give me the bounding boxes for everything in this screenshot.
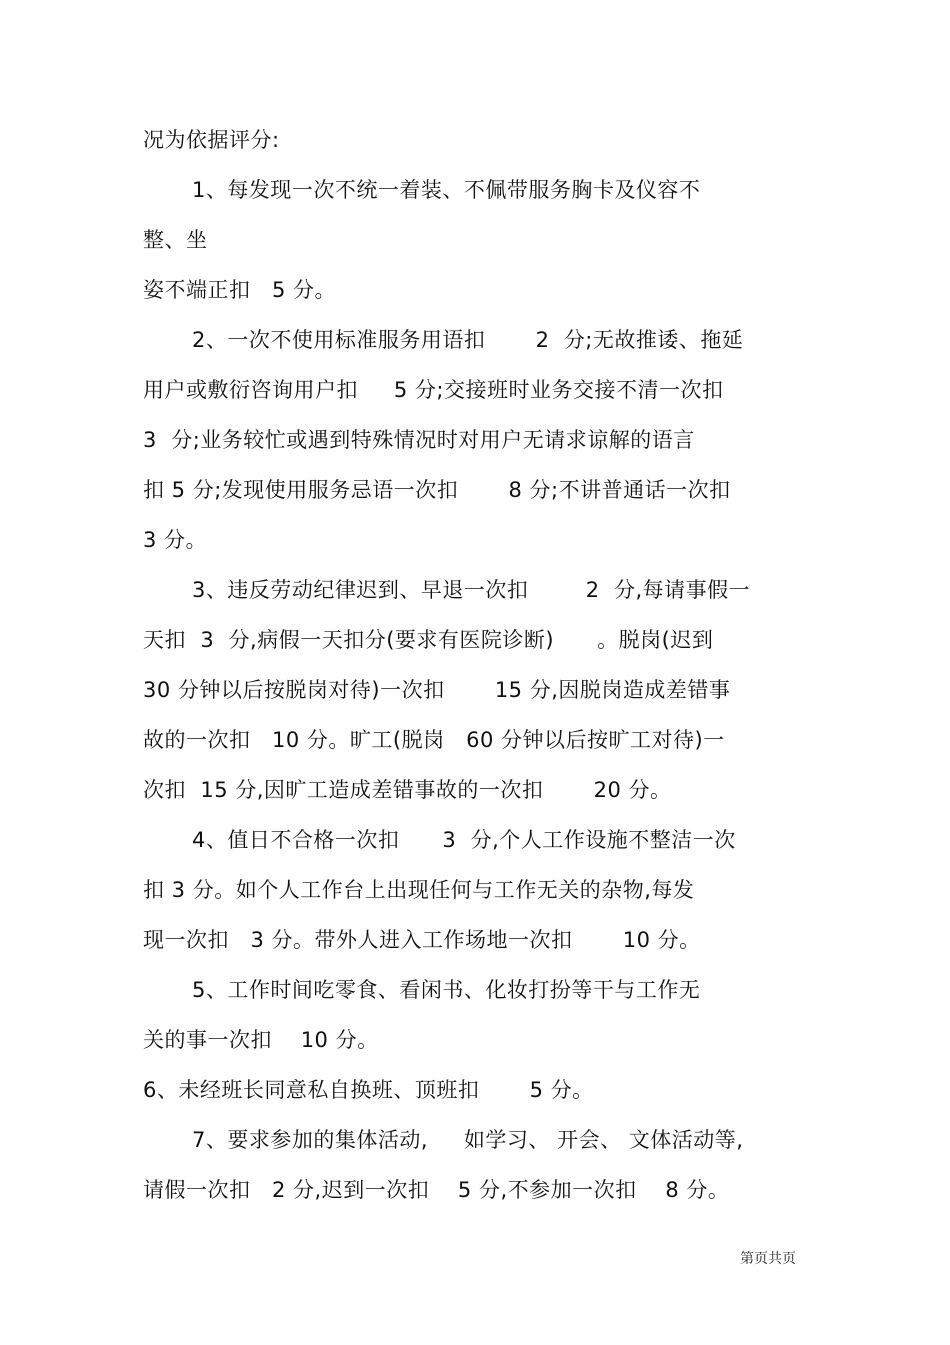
page-footer: 第页共页 [740,1251,796,1267]
text-line: 次扣 15 分,因旷工造成差错事故的一次扣 20 分。 [143,778,672,802]
text-line: 2、一次不使用标准服务用语扣 2 分;无故推诿、拖延 [192,328,744,352]
text-line: 整、坐 [143,228,208,252]
text-line: 请假一次扣 2 分,迟到一次扣 5 分,不参加一次扣 8 分。 [143,1178,730,1202]
text-line: 1、每发现一次不统一着装、不佩带服务胸卡及仪容不 [192,178,701,202]
text-line: 扣 3 分。如个人工作台上出现任何与工作无关的杂物,每发 [143,878,695,902]
text-line: 天扣 3 分,病假一天扣分(要求有医院诊断) 。脱岗(迟到 [143,628,714,652]
text-line: 30 分钟以后按脱岗对待)一次扣 15 分,因脱岗造成差错事 [143,678,731,702]
text-line: 现一次扣 3 分。带外人进入工作场地一次扣 10 分。 [143,928,701,952]
text-line: 用户或敷衍咨询用户扣 5 分;交接班时业务交接不清一次扣 [143,378,724,402]
text-line: 4、值日不合格一次扣 3 分,个人工作设施不整洁一次 [192,828,736,852]
text-line: 关的事一次扣 10 分。 [143,1028,379,1052]
text-line: 6、未经班长同意私自换班、顶班扣 5 分。 [143,1078,594,1102]
text-line: 扣 5 分;发现使用服务忌语一次扣 8 分;不讲普通话一次扣 [143,478,731,502]
text-line: 3 分;业务较忙或遇到特殊情况时对用户无请求谅解的语言 [143,428,695,452]
text-line: 况为依据评分: [143,128,280,152]
text-line: 7、要求参加的集体活动, 如学习、 开会、 文体活动等, [192,1128,744,1152]
text-line: 3、违反劳动纪律迟到、早退一次扣 2 分,每请事假一 [192,578,751,602]
text-line: 3 分。 [143,528,208,552]
text-line: 姿不端正扣 5 分。 [143,278,337,302]
text-line: 故的一次扣 10 分。旷工(脱岗 60 分钟以后按旷工对待)一 [143,728,725,752]
text-line: 5、工作时间吃零食、看闲书、化妆打扮等干与工作无 [192,978,701,1002]
